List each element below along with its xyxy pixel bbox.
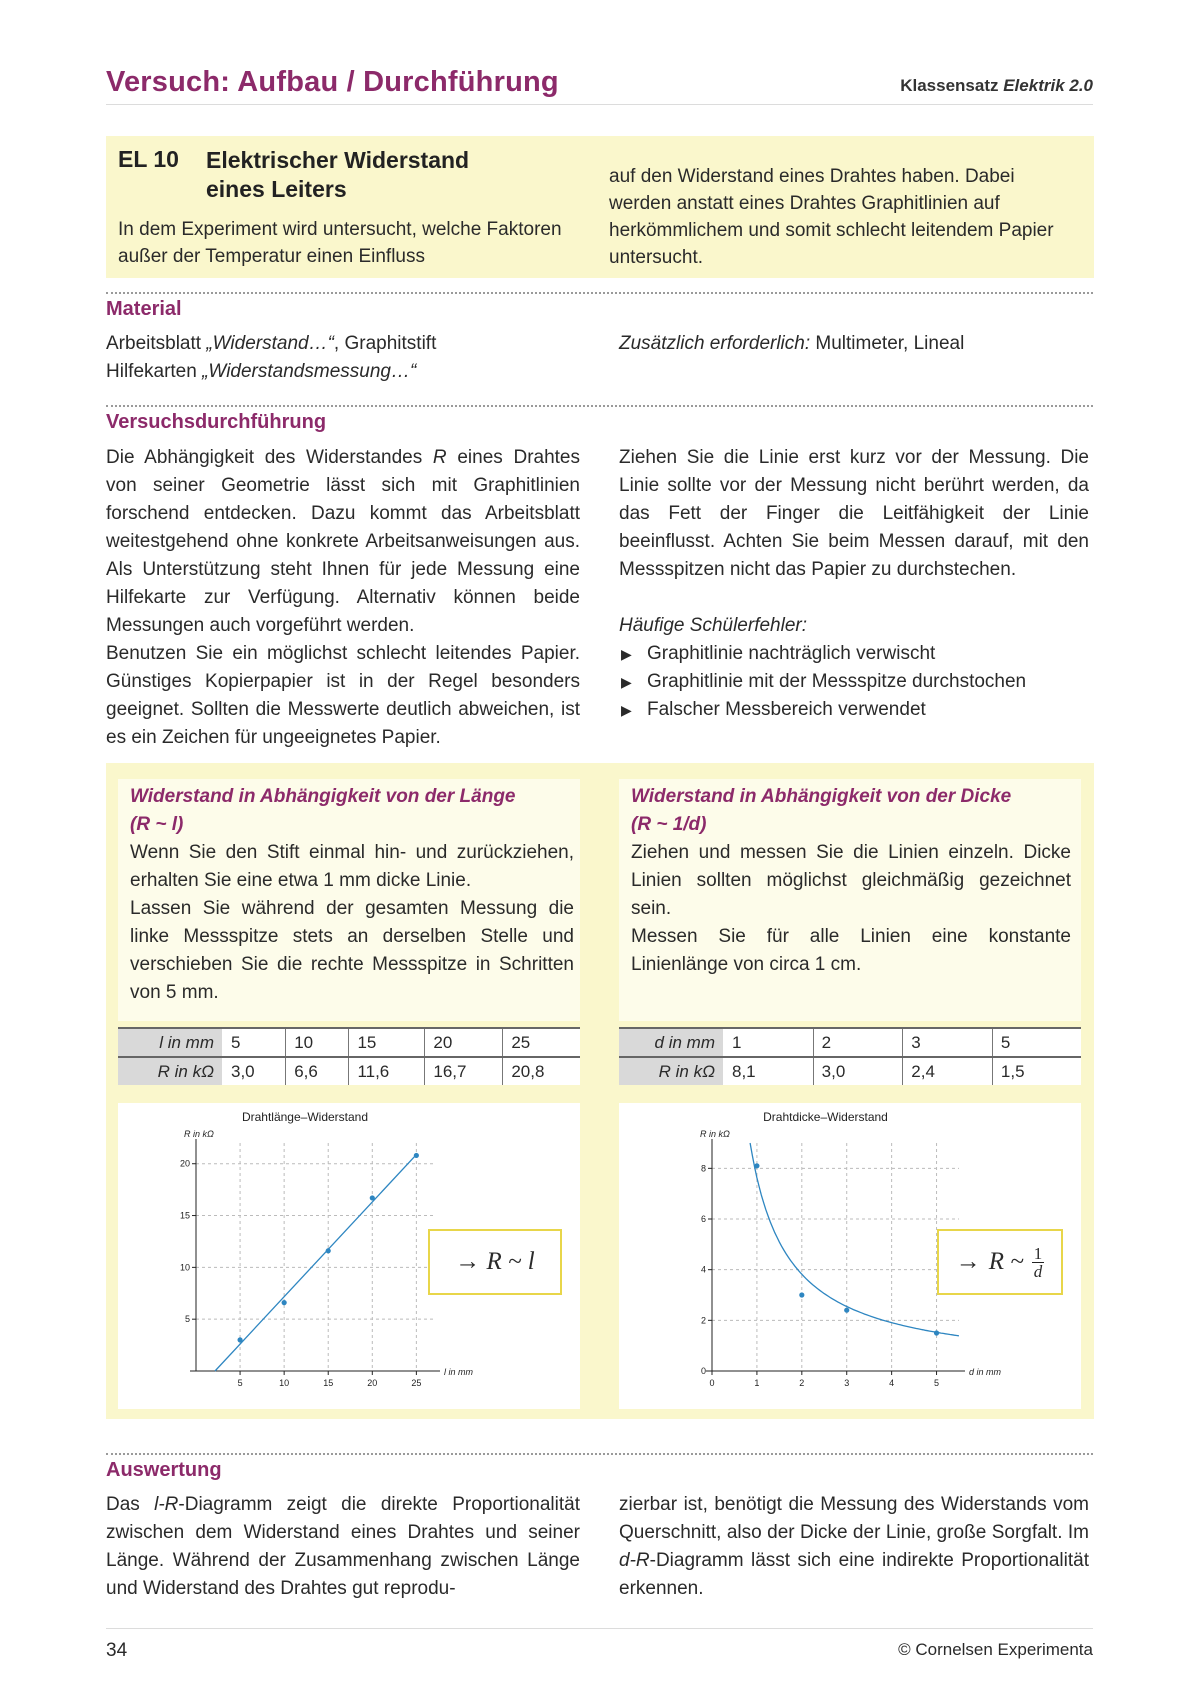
table-row	[118, 1057, 580, 1085]
material-list	[106, 330, 586, 386]
table-cell: 3,0	[813, 1057, 903, 1085]
table-row	[118, 1028, 580, 1057]
table-row	[619, 1028, 1081, 1057]
table-cell: 8,1	[724, 1057, 814, 1085]
thickness-chart-box	[619, 1103, 1081, 1409]
y-tick-label: 6	[700, 1214, 706, 1224]
y-tick-label: 10	[179, 1262, 190, 1273]
table-cell: 3	[903, 1028, 993, 1057]
x-tick-label: 15	[323, 1378, 334, 1388]
material-heading: Material	[106, 298, 182, 320]
table-cell: 5	[992, 1028, 1081, 1057]
material-helpcards: Hilfekarten „Widerstandsmessung…“	[106, 361, 417, 382]
x-tick-label: 3	[844, 1378, 850, 1388]
y-axis-label: R in kΩ	[184, 1129, 214, 1139]
table-cell: 3,0	[223, 1057, 286, 1085]
thickness-table	[619, 1027, 1081, 1085]
data-point	[844, 1308, 849, 1313]
page-title: Versuch: Aufbau / Durchführung	[106, 66, 559, 98]
list-item: ▶ Graphitlinie nachträglich verwischt	[619, 640, 1089, 668]
table-cell: 11,6	[349, 1057, 425, 1085]
table-cell: 10	[286, 1028, 349, 1057]
procedure-heading: Versuchsdurchführung	[106, 411, 327, 433]
thickness-text	[631, 783, 1071, 979]
table-cell: 2	[813, 1028, 903, 1057]
table-row	[619, 1057, 1081, 1085]
data-point	[754, 1163, 759, 1168]
x-axis-label: l in mm	[444, 1367, 473, 1377]
x-tick-label: 4	[889, 1378, 895, 1388]
data-point	[799, 1292, 804, 1297]
procedure-paragraph-2: Benutzen Sie ein möglichst schlecht leitendes Papier. Günstiges Kopierpapier ist in der Regel besonders geeignet. Sollten die Messwerte deutlich abweichen, ist es ein Zeichen für ungeeignetes Papier.	[106, 643, 580, 748]
table-cell: 20,8	[503, 1057, 580, 1085]
thickness-paragraph-2: Messen Sie für alle Linien eine konstante Linienlänge von circa 1 cm.	[631, 926, 1071, 975]
data-point	[370, 1195, 375, 1200]
fit-line	[750, 1143, 959, 1336]
table-cell: 1,5	[992, 1057, 1081, 1085]
x-tick-label: 0	[709, 1378, 715, 1388]
series-name: Elektrik 2.0	[1003, 76, 1093, 95]
experiment-title-line1: Elektrischer Widerstand	[206, 147, 470, 173]
length-heading-line2: (R ~ l)	[130, 814, 184, 835]
mistakes-heading: Häufige Schülerfehler:	[619, 615, 807, 636]
data-point	[934, 1330, 939, 1335]
intro-text-right: auf den Widerstand eines Drahtes haben. Dabei werden anstatt eines Drahtes Graphitlinien auf herkömmlichem und somit schlecht leitendem Papier untersucht.	[609, 166, 1054, 268]
section-divider	[106, 292, 1093, 294]
procedure-left	[106, 444, 580, 752]
conclusion-fraction: 1 d	[1033, 1243, 1043, 1281]
y-axis-label: R in kΩ	[700, 1129, 730, 1139]
thickness-text-box	[619, 779, 1081, 1021]
material-worksheet: Arbeitsblatt „Widerstand…“, Graphitstift	[106, 333, 437, 354]
length-chart-box	[118, 1103, 580, 1409]
arrow-icon: →	[955, 1248, 981, 1275]
intro-box	[106, 136, 1094, 278]
y-tick-label: 4	[700, 1264, 706, 1275]
length-paragraph-2: Lassen Sie während der gesamten Messung die linke Messspitze stets an derselben Stelle und verschieben Sie die rechte Messspitze in Schritten von 5 mm.	[130, 898, 574, 1003]
fit-line	[215, 1155, 416, 1371]
table-cell: d in mm	[619, 1028, 724, 1057]
x-tick-label: 5	[237, 1378, 243, 1388]
thickness-heading-line2: (R ~ 1/d)	[631, 814, 707, 835]
list-item: ▶ Falscher Messbereich verwendet	[619, 696, 1089, 724]
length-conclusion-callout: → R ~ l	[428, 1229, 562, 1295]
length-heading-line1: Widerstand in Abhängigkeit von der Länge	[130, 786, 516, 807]
section-divider	[106, 405, 1093, 407]
table-cell: R in kΩ	[619, 1057, 724, 1085]
table-cell: 20	[425, 1028, 503, 1057]
header-rule	[106, 104, 1093, 105]
table-cell: 5	[223, 1028, 286, 1057]
table-cell: 6,6	[286, 1057, 349, 1085]
x-tick-label: 10	[279, 1378, 290, 1388]
y-tick-label: 8	[700, 1163, 706, 1174]
table-cell: 1	[724, 1028, 814, 1057]
y-tick-label: 2	[700, 1315, 706, 1326]
procedure-right	[619, 444, 1089, 724]
thickness-conclusion-callout	[937, 1229, 1063, 1295]
table-cell: 2,4	[903, 1057, 993, 1085]
chart-title: Drahtlänge–Widerstand	[241, 1110, 369, 1124]
table-cell: 25	[503, 1028, 580, 1057]
y-tick-label: 5	[184, 1314, 190, 1325]
experiment-title	[206, 146, 526, 204]
y-tick-label: 0	[700, 1366, 706, 1376]
series-label	[900, 76, 1093, 96]
experiment-title-line2: eines Leiters	[206, 176, 347, 202]
list-item: ▶ Graphitlinie mit der Messspitze durchstochen	[619, 668, 1089, 696]
length-paragraph-1: Wenn Sie den Stift einmal hin- und zurückziehen, erhalten Sie eine etwa 1 mm dicke Linie.	[130, 842, 574, 891]
data-point	[326, 1248, 331, 1253]
footer-rule	[106, 1628, 1093, 1629]
page-number: 34	[106, 1640, 128, 1661]
conclusion-relation: R ~	[988, 1248, 1024, 1275]
x-tick-label: 1	[754, 1378, 760, 1388]
table-cell: 16,7	[425, 1057, 503, 1085]
x-tick-label: 2	[799, 1378, 805, 1388]
material-extra: Zusätzlich erforderlich: Multimeter, Lineal	[619, 333, 965, 354]
procedure-paragraph-1: Die Abhängigkeit des Widerstandes R eines Drahtes von seiner Geometrie lässt sich mit Graphitlinien forschend entdecken. Dazu kommt das Arbeitsblatt weitestgehend ohne konkrete Arbeitsanweisungen aus. Als Unterstützung steht Ihnen für jede Messung eine Hilfekarte zur Verfügung. Alternativ können beide Messungen auch vorgeführt werden.	[106, 447, 581, 636]
procedure-paragraph-3: Ziehen Sie die Linie erst kurz vor der Messung. Die Linie sollte vor der Messung nicht berührt werden, da das Fett der Finger die Leitfähigkeit der Linie beeinflusst. Achten Sie beim Messen darauf, mit den Messspitzen nicht das Papier zu durchstechen.	[619, 447, 1089, 580]
evaluation-heading: Auswertung	[106, 1459, 222, 1481]
evaluation-left: Das l-R-Diagramm zeigt die direkte Proportionalität zwischen dem Widerstand eines Drahtes und seiner Länge. Während der Zusammenhang zwischen Länge und Widerstand des Drahtes gut reprodu-	[106, 1494, 580, 1599]
experiments-panel	[106, 763, 1094, 1419]
mistakes-list	[619, 640, 1089, 724]
y-tick-label: 20	[179, 1158, 190, 1169]
series-prefix: Klassensatz	[900, 76, 999, 95]
x-axis-label: d in mm	[969, 1367, 1002, 1377]
copyright: © Cornelsen Experimenta	[898, 1640, 1093, 1659]
x-tick-label: 20	[367, 1378, 378, 1388]
intro-text-left: In dem Experiment wird untersucht, welche Faktoren außer der Temperatur einen Einfluss	[118, 219, 562, 267]
table-cell: 15	[349, 1028, 425, 1057]
y-tick-label: 15	[179, 1210, 190, 1221]
length-text	[130, 783, 574, 1007]
x-tick-label: 25	[411, 1378, 422, 1388]
length-text-box	[118, 779, 580, 1021]
evaluation-right: zierbar ist, benötigt die Messung des Widerstands vom Querschnitt, also der Dicke der Linie, große Sorgfalt. Im d-R-Diagramm lässt sich eine indirekte Proportionalität erkennen.	[619, 1494, 1089, 1599]
chart-title: Drahtdicke–Widerstand	[763, 1110, 888, 1124]
experiment-code: EL 10	[118, 146, 179, 172]
table-cell: l in mm	[118, 1028, 223, 1057]
thickness-paragraph-1: Ziehen und messen Sie die Linien einzeln. Dicke Linien sollten möglichst gleichmäßig gezeichnet sein.	[631, 842, 1071, 919]
thickness-heading-line1: Widerstand in Abhängigkeit von der Dicke	[631, 786, 1012, 807]
data-point	[237, 1337, 242, 1342]
length-table	[118, 1027, 580, 1085]
data-point	[414, 1153, 419, 1158]
x-tick-label: 5	[934, 1378, 940, 1388]
data-point	[282, 1300, 287, 1305]
table-cell: R in kΩ	[118, 1057, 223, 1085]
section-divider	[106, 1453, 1093, 1455]
